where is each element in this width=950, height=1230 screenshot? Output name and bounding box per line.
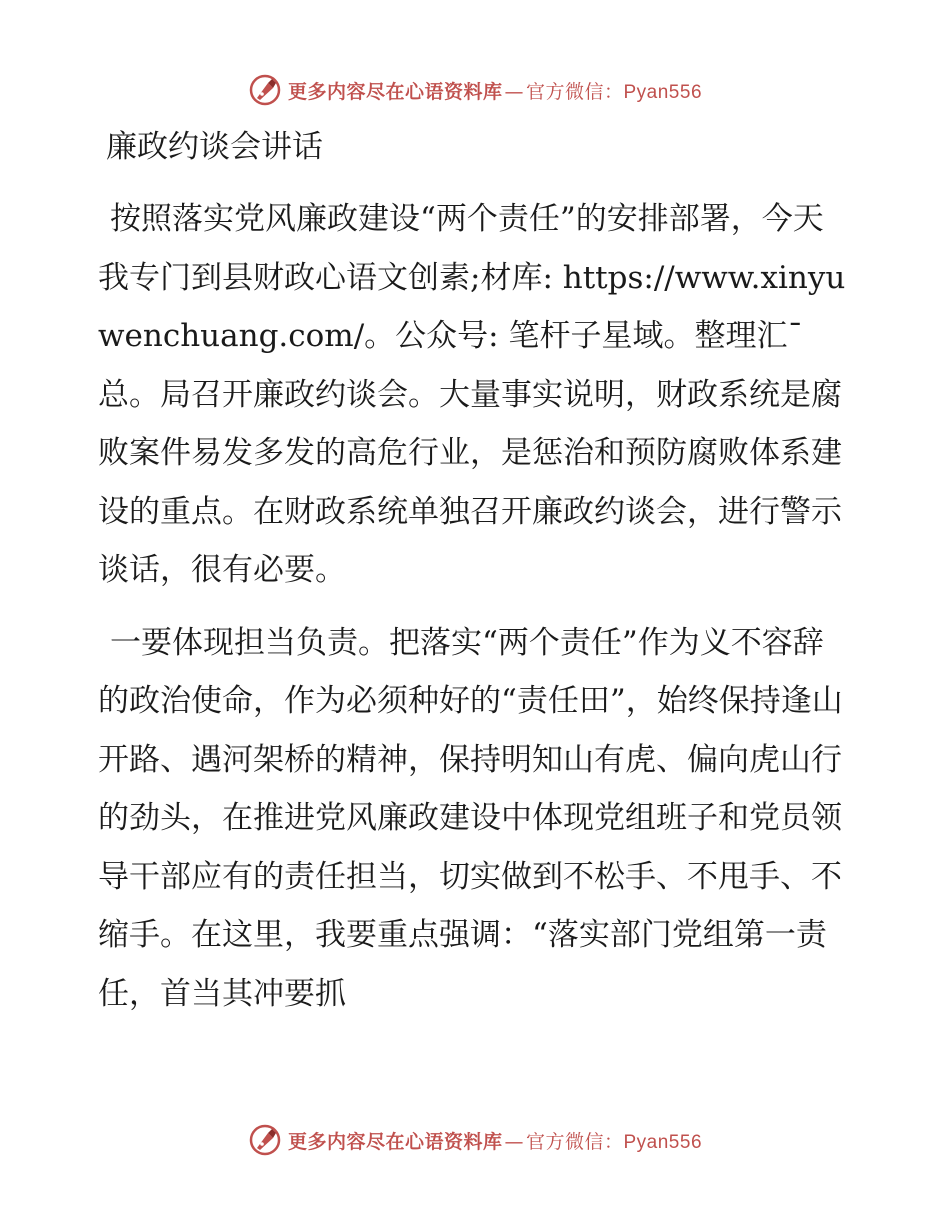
watermark-wechat-label: 官方微信： bbox=[525, 1130, 624, 1153]
watermark-wechat-label: 官方微信： bbox=[525, 80, 624, 103]
paragraph-point-one: 一要体现担当负责。把落实“两个责任”作为义不容辞的政治使命，作为必须种好的“责任田”，始终保持逢山开路、遇河架桥的精神，保持明知山有虎、偏向虎山行的劲头，在推进党风廉政建设中体现党组班子和党员领导干部应有的责任担当，切实做到不松手、不甩手、不缩手。在这里，我要重点强调：“落实部门党组第一责任，首当其冲要抓 bbox=[98, 624, 843, 1012]
watermark-text bbox=[288, 1127, 702, 1154]
watermark-separator: — bbox=[504, 1130, 524, 1153]
watermark-separator: — bbox=[504, 80, 524, 103]
watermark-wechat-handle: Pyan556 bbox=[623, 1131, 703, 1153]
watermark-main-text: 更多内容尽在心语资料库 bbox=[287, 80, 503, 103]
watermark-text bbox=[288, 77, 702, 104]
document-body bbox=[98, 122, 854, 1037]
watermark-banner-top bbox=[0, 70, 950, 110]
document-title: 廉政约谈会讲话 bbox=[106, 129, 323, 165]
watermark-banner-bottom bbox=[0, 1120, 950, 1160]
watermark-wechat-handle: Pyan556 bbox=[623, 81, 703, 103]
pen-nib-logo-icon bbox=[248, 73, 282, 107]
watermark-main-text: 更多内容尽在心语资料库 bbox=[287, 1130, 503, 1153]
paragraph-intro: 按照落实党风廉政建设“两个责任”的安排部署，今天我专门到县财政心语文创素;材库: https://www.xinyuwenchuang.com/。公众号: 笔杆子星域。整理汇¯总。局召开廉政约谈会。大量事实说明，财政系统是腐败案件易发多发的高危行业，是惩治和预防腐败体系建设的重点。在财政系统单独召开廉政约谈会，进行警示谈话，很有必要。 bbox=[98, 201, 846, 588]
pen-nib-logo-icon bbox=[248, 1123, 282, 1157]
